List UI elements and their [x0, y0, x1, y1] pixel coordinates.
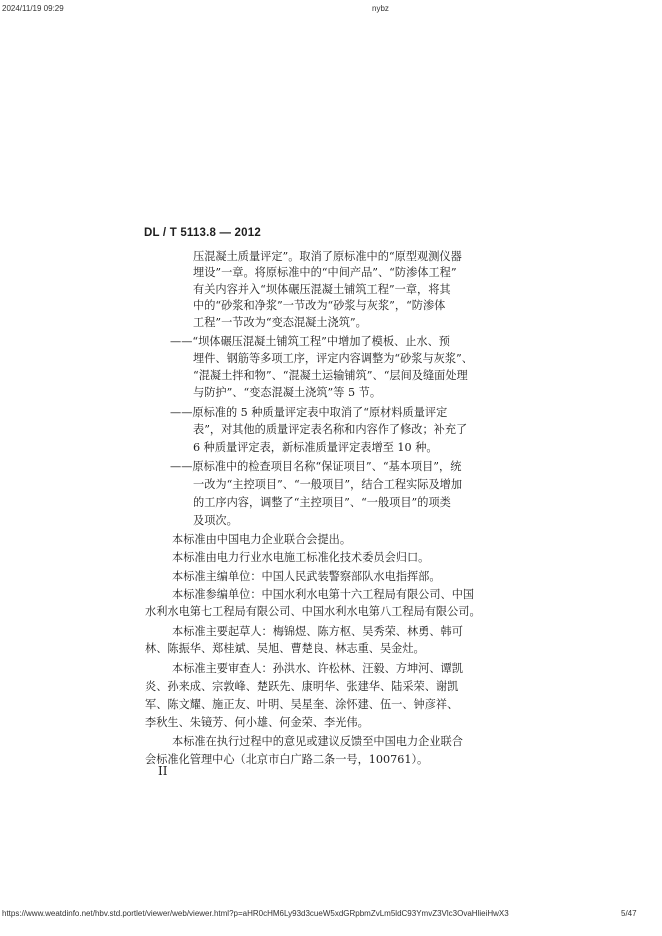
body-line: “混凝土拌和物”、“混凝土运输铺筑”、“层间及缝面处理 — [193, 369, 468, 382]
body-line: 林、陈振华、郑桂斌、吴旭、曹楚良、林志重、吴金灶。 — [145, 642, 425, 655]
body-line: 与防护”、“变态混凝土浇筑”等 5 节。 — [193, 386, 382, 399]
body-line: 一改为“主控项目”、“一般项目”，结合工程实际及增加 — [193, 478, 463, 491]
body-line: 李秋生、朱镜芳、何小雄、何金荣、李光伟。 — [145, 716, 369, 729]
print-title: nybz — [372, 4, 389, 13]
body-line: 及项次。 — [193, 514, 238, 527]
viewer-url: https://www.weatdinfo.net/hbv.std.portlet/viewer/web/viewer.html?p=aHR0cHM6Ly93d3cueW5xdGRpbmZvLm5ldC93YmvZ3Vlc3OvaHlieiHwX3 — [2, 909, 509, 918]
print-datetime: 2024/11/19 09:29 — [2, 4, 64, 13]
body-line: 本标准主编单位：中国人民武装警察部队水电指挥部。 — [172, 570, 441, 583]
body-line: ——原标准中的检查项目名称“保证项目”、“基本项目”，统 — [170, 460, 462, 473]
standard-number-header: DL / T 5113.8 — 2012 — [144, 227, 261, 239]
body-line: 的工序内容，调整了“主控项目”、“一般项目”的项类 — [193, 496, 451, 509]
body-line: 表”，对其他的质量评定表名称和内容作了修改；补充了 — [193, 423, 468, 436]
body-line: 本标准主要审查人：孙洪水、许松林、汪毅、方坤河、谭凯 — [172, 662, 463, 675]
body-line: 6 种质量评定表，新标准质量评定表增至 10 种。 — [193, 441, 438, 454]
page-counter: 5/47 — [621, 909, 637, 918]
body-line: 埋件、钢筋等多项工序，评定内容调整为“砂浆与灰浆”、 — [193, 352, 473, 365]
body-line: 军、陈文耀、施正友、叶明、吴星奎、涂怀建、伍一、钟彦祥、 — [145, 698, 459, 711]
body-line: 本标准由电力行业水电施工标准化技术委员会归口。 — [172, 551, 430, 564]
body-line: 本标准在执行过程中的意见或建议反馈至中国电力企业联合 — [172, 735, 463, 748]
body-line: 炎、孙来成、宗敦峰、楚跃先、康明华、张建华、陆采荣、谢凯 — [145, 680, 459, 693]
body-line: ——“坝体碾压混凝土铺筑工程”中增加了模板、止水、预 — [170, 335, 450, 348]
body-line: ——原标准的 5 种质量评定表中取消了“原材料质量评定 — [170, 406, 448, 419]
body-line: 本标准主要起草人：梅锦煜、陈方枢、吴秀荣、林勇、韩可 — [172, 625, 463, 638]
body-line: 工程”一节改为“变态混凝土浇筑”。 — [193, 316, 367, 329]
body-line: 本标准参编单位：中国水利水电第十六工程局有限公司、中国 — [172, 588, 475, 601]
body-line: 中的“砂浆和净浆”一节改为“砂浆与灰浆”，“防渗体 — [193, 299, 446, 312]
body-line: 埋设”一章。将原标准中的“中间产品”、“防渗体工程” — [193, 266, 457, 279]
page-number: II — [158, 764, 168, 778]
body-line: 压混凝土质量评定”。取消了原标准中的“原型观测仪器 — [193, 250, 462, 263]
body-line: 水利水电第七工程局有限公司、中国水利水电第八工程局有限公司。 — [145, 605, 481, 618]
body-line: 有关内容并入“坝体碾压混凝土铺筑工程”一章，将其 — [193, 283, 451, 296]
body-line: 本标准由中国电力企业联合会提出。 — [172, 533, 352, 546]
body-line: 会标准化管理中心（北京市白广路二条一号，100761）。 — [145, 753, 429, 766]
